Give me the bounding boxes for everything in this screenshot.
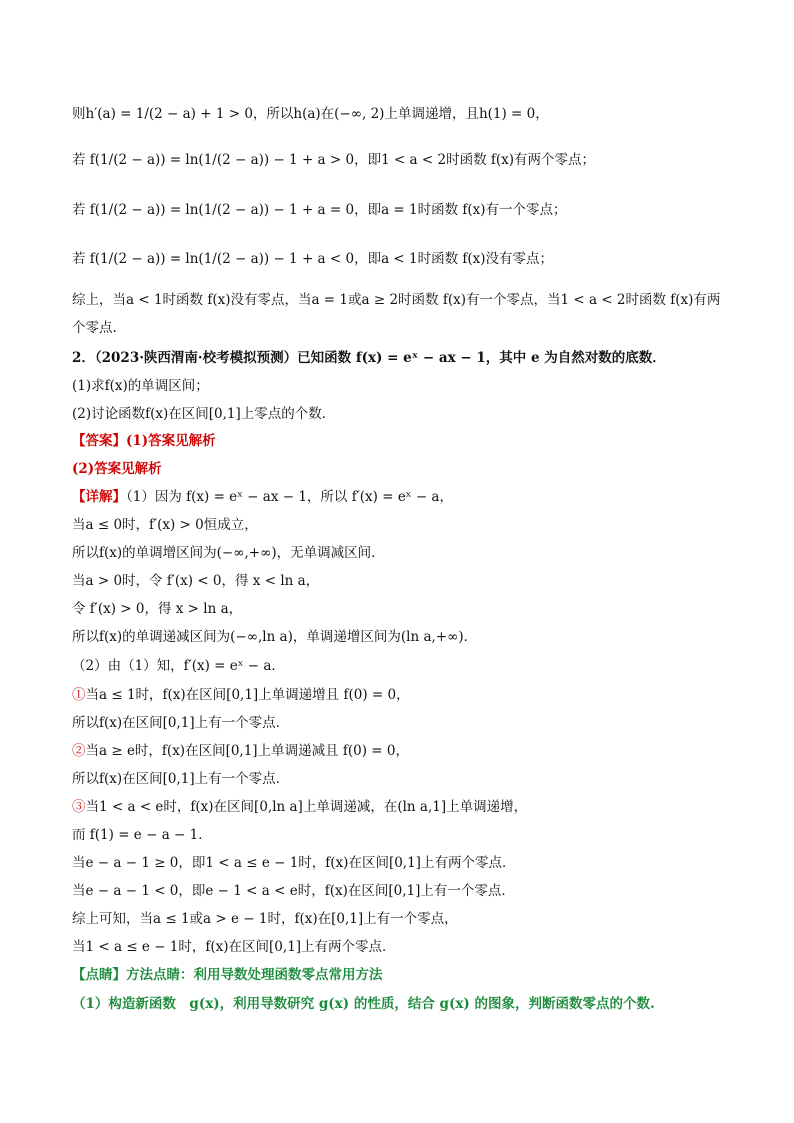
text-line: 综上可知，当a ≤ 1或a > e − 1时，f(x)在[0,1]上有一个零点， [72, 911, 458, 927]
text-line: 若 f(1/(2 − a)) = ln(1/(2 − a)) − 1 + a = 0，即a = 1时函数 f(x)有一个零点； [72, 202, 567, 218]
answer-tag: 【答案】 [72, 433, 126, 449]
case-text: 当a ≥ e时，f(x)在区间[0,1]上单调递减且 f(0) = 0， [85, 743, 409, 759]
text-line: 若 f(1/(2 − a)) = ln(1/(2 − a)) − 1 + a < 0，即a < 1时函数 f(x)没有零点； [72, 251, 554, 267]
question-title: 2．（2023·陕西渭南·校考模拟预测）已知函数 f(x) = eˣ − ax − 1，其中 e 为自然对数的底数． [72, 350, 666, 366]
text-line: 若 f(1/(2 − a)) = ln(1/(2 − a)) − 1 + a > 0，即1 < a < 2时函数 f(x)有两个零点； [72, 152, 596, 168]
case-mark: ① [72, 687, 86, 703]
case-line [72, 685, 410, 705]
text-line: 当e − a − 1 ≥ 0，即1 < a ≤ e − 1时，f(x)在区间[0,1]上有两个零点． [72, 855, 516, 871]
question-part: (2)讨论函数f(x)在区间[0,1]上零点的个数． [72, 406, 336, 422]
point-title: 【点睛】方法点睛：利用导数处理函数零点常用方法 [72, 967, 383, 983]
question-part: (1)求f(x)的单调区间； [72, 378, 209, 394]
answer-part1: (1)答案见解析 [126, 433, 216, 449]
case-mark: ③ [72, 799, 86, 815]
text-line: 所以f(x)的单调增区间为(−∞,+∞)，无单调减区间． [72, 545, 385, 561]
text-line: 当e − a − 1 < 0，即e − 1 < a < e时，f(x)在区间[0,1]上有一个零点． [72, 883, 515, 899]
text-line: 个零点. [72, 320, 117, 336]
answer-line [72, 431, 216, 451]
case-line [72, 769, 289, 789]
answer-part2: (2)答案见解析 [72, 461, 162, 477]
detail-tag: 【详解】 [72, 489, 126, 505]
case-line [72, 713, 289, 733]
text-line: 综上，当a < 1时函数 f(x)没有零点，当a = 1或a ≥ 2时函数 f(x)有一个零点，当1 < a < 2时函数 f(x)有两 [72, 292, 721, 308]
case-text: 当a ≤ 1时，f(x)在区间[0,1]上单调递增且 f(0) = 0， [85, 687, 410, 703]
text-line: （2）由（1）知，f′(x) = eˣ − a． [72, 658, 285, 674]
text-line: 而 f(1) = e − a − 1． [72, 827, 212, 843]
case-line [72, 741, 409, 761]
case-line [72, 797, 527, 817]
text-line: 所以f(x)的单调递减区间为(−∞,ln a)，单调递增区间为(ln a,+∞)． [72, 629, 478, 645]
case-text: 所以f(x)在区间[0,1]上有一个零点． [72, 771, 290, 787]
text-line: 令 f′(x) > 0，得 x > ln a， [72, 601, 243, 617]
case-text: 当1 < a < e时，f(x)在区间[0,ln a]上单调递减，在(ln a,1]上单调递增， [85, 799, 528, 815]
text-line: 则h′(a) = 1/(2 − a) + 1 > 0，所以h(a)在(−∞, 2)上单调递增，且h(1) = 0， [72, 106, 549, 122]
detail-line [72, 487, 453, 507]
text-line: 当a ≤ 0时，f′(x) > 0恒成立， [72, 517, 258, 533]
text-line: 当a > 0时，令 f′(x) < 0，得 x < ln a， [72, 573, 320, 589]
point-item: （1）构造新函数 g(x)，利用导数研究 g(x) 的性质，结合 g(x) 的图象，判断函数零点的个数. [72, 996, 655, 1012]
text-line: 当1 < a ≤ e − 1时，f(x)在区间[0,1]上有两个零点． [72, 939, 396, 955]
case-text: 所以f(x)在区间[0,1]上有一个零点． [72, 715, 290, 731]
detail-first: （1）因为 f(x) = eˣ − ax − 1，所以 f′(x) = eˣ − a， [126, 489, 453, 505]
case-mark: ② [72, 743, 86, 759]
